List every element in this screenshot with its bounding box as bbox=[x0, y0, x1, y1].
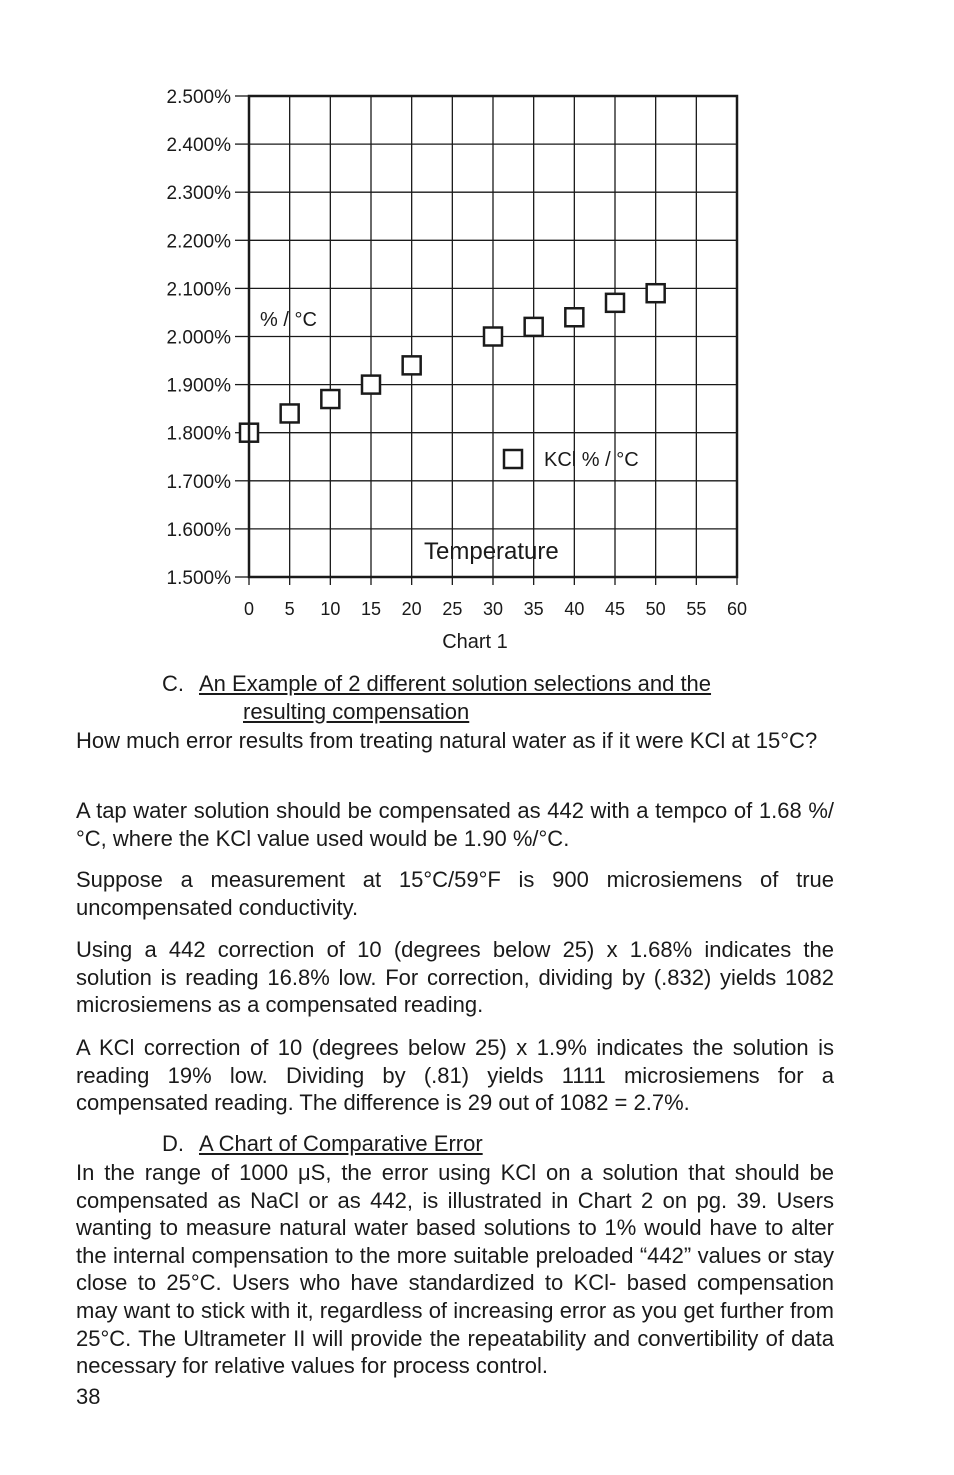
x-axis-label: Temperature bbox=[424, 538, 559, 565]
data-point bbox=[525, 318, 543, 336]
data-point bbox=[647, 284, 665, 302]
chart-1 bbox=[0, 0, 954, 660]
data-point bbox=[403, 356, 421, 374]
y-tick-label: 2.500% bbox=[166, 87, 231, 108]
page-number: 38 bbox=[76, 1384, 101, 1409]
paragraph-kcl-correction: A KCl correction of 10 (degrees below 25) x 1.9% indicates the solution is reading 19% low. Dividing by (.81) yields 1111 microsiemens for a compensated reading. The difference is 29 out of 1082 = 2.7%. bbox=[76, 1035, 834, 1116]
y-tick-label: 2.200% bbox=[166, 231, 231, 253]
x-tick-label: 25 bbox=[442, 599, 463, 619]
paragraph-442-correction: Using a 442 correction of 10 (degrees below 25) x 1.68% indicates the solution is reading 16.8% low. For correction, dividing by (.832) yields 1082 microsiemens as a compensated reading. bbox=[76, 937, 834, 1018]
paragraph-question: How much error results from treating natural water as if it were KCl at 15°C? bbox=[76, 728, 818, 753]
section-d-title: A Chart of Comparative Error bbox=[199, 1131, 483, 1156]
data-point bbox=[565, 308, 583, 326]
x-axis bbox=[244, 577, 747, 619]
y-axis bbox=[167, 87, 249, 589]
paragraph-comparative-error: In the range of 1000 μS, the error using KCl on a solution that should be compensated as NaCl or as 442, is illustrated in Chart 2 on pg. 39. Users wanting to measure natural water based solutions to 1% would have to alter the internal compensation to the more suitable preloaded “442” values or stay close to 25°C. Users who have standardized to KCl- based compensation may want to stick with it, regardless of increasing error as you get further from 25°C. The Ultrameter II will provide the repeatability and convertibility of data necessary for relative values for process control. bbox=[76, 1160, 834, 1379]
data-point bbox=[362, 376, 380, 394]
x-tick-label: 30 bbox=[482, 599, 504, 619]
paragraph-measurement: Suppose a measurement at 15°C/59°F is 900 microsiemens of true uncompensated conductivity. bbox=[76, 867, 834, 920]
section-c-title-line1: An Example of 2 different solution selections and the bbox=[199, 671, 712, 696]
x-tick-label: 20 bbox=[401, 599, 422, 619]
section-c-letter: C. bbox=[162, 671, 184, 696]
x-tick-label: 15 bbox=[360, 599, 382, 619]
y-tick-label: 2.300% bbox=[166, 183, 231, 205]
data-point bbox=[321, 390, 339, 408]
chart-caption: Chart 1 bbox=[442, 631, 508, 653]
legend-marker bbox=[504, 450, 522, 468]
y-tick-label: 1.700% bbox=[166, 471, 231, 493]
x-tick-label: 60 bbox=[726, 599, 748, 619]
legend-label: KCl % / °C bbox=[544, 449, 639, 471]
y-tick-label: 1.900% bbox=[166, 375, 231, 397]
y-tick-label: 2.000% bbox=[166, 327, 231, 349]
x-tick-label: 45 bbox=[604, 599, 626, 619]
y-tick-label: 1.500% bbox=[166, 568, 231, 589]
section-d-letter: D. bbox=[162, 1131, 184, 1156]
x-tick-label: 55 bbox=[686, 599, 707, 619]
y-tick-label: 1.800% bbox=[166, 423, 231, 445]
section-c-heading bbox=[162, 670, 711, 726]
section-c-title-line2: resulting compensation bbox=[243, 699, 470, 724]
paragraph-tap-water: A tap water solution should be compensated as 442 with a tempco of 1.68 %/°C, where the KCl value used would be 1.90 %/°C. bbox=[76, 798, 834, 851]
y-tick-label: 2.100% bbox=[166, 279, 231, 301]
x-tick-label: 0 bbox=[243, 599, 255, 619]
y-tick-label: 2.400% bbox=[166, 135, 231, 157]
data-point bbox=[606, 294, 624, 312]
x-tick-label: 40 bbox=[564, 599, 585, 619]
x-tick-label: 10 bbox=[320, 599, 341, 619]
x-tick-label: 50 bbox=[645, 599, 666, 619]
data-point bbox=[281, 404, 299, 422]
y-axis-label: % / °C bbox=[260, 309, 317, 331]
x-tick-label: 35 bbox=[523, 599, 544, 619]
section-d-heading bbox=[162, 1130, 483, 1158]
data-point bbox=[484, 328, 502, 346]
x-tick-label: 5 bbox=[284, 599, 295, 619]
y-tick-label: 1.600% bbox=[166, 519, 231, 541]
